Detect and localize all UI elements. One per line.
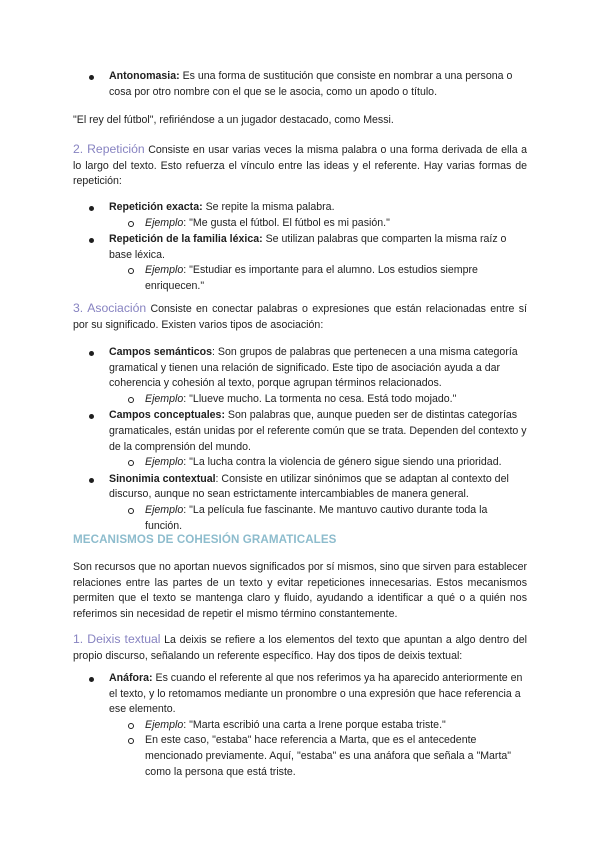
example-label: Ejemplo [145, 216, 184, 229]
sub-list-item [73, 392, 527, 408]
bullet-icon [89, 206, 94, 211]
circle-bullet-icon [128, 460, 134, 466]
sub-list [73, 263, 527, 294]
repeticion-paragraph [73, 142, 527, 190]
deixis-list [73, 671, 527, 781]
bullet-icon [89, 478, 94, 483]
item-text: Se repite la misma palabra. [202, 201, 335, 213]
sub-list [73, 455, 527, 471]
list-item [73, 200, 527, 231]
section-text: La deixis se refiere a los elementos del texto que apuntan a algo dentro del propio discurso, señalando un referente específico. Hay dos tipos de deixis textual: [73, 634, 527, 662]
bullet-icon [89, 351, 94, 356]
section-text: Consiste en conectar palabras o expresiones que están relacionadas entre sí por su significado. Existen varios tipos de asociación: [73, 303, 527, 331]
example-label: Ejemplo [145, 718, 184, 731]
circle-bullet-icon [128, 723, 134, 729]
section-text: Consiste en usar varias veces la misma palabra o una forma derivada de ella a lo largo del texto. Esto refuerza el vínculo entre las ideas y el referente. Hay varias formas de repetición: [73, 144, 527, 188]
list-item [73, 69, 527, 100]
item-text: : Son grupos de palabras que pertenecen a una misma categoría gramatical y tienen una relación de significado. Este tipo de asociación ayuda a dar coherencia y cohesión al texto, porque agrupan términos relacionados. [109, 346, 518, 390]
term: Antonomasia: [109, 70, 180, 82]
term: Sinonimia contextual [109, 472, 216, 485]
list-item [73, 232, 527, 294]
sub-list-item [73, 733, 527, 780]
sub-list-item [73, 718, 527, 734]
asociacion-list [73, 345, 527, 535]
sub-list [73, 718, 527, 780]
sub-list-item [73, 216, 527, 232]
example-text: : "Me gusta el fútbol. El fútbol es mi pasión." [183, 216, 390, 229]
asociacion-paragraph [73, 301, 527, 333]
deixis-paragraph [73, 632, 527, 664]
list-item [73, 472, 527, 534]
bullet-icon [89, 677, 94, 682]
example-text: : "Llueve mucho. La tormenta no cesa. Está todo mojado." [183, 392, 457, 405]
repeticion-list [73, 200, 527, 296]
circle-bullet-icon [128, 738, 134, 744]
bullet-icon [89, 238, 94, 243]
sub-list-item [73, 263, 527, 294]
list-item [73, 671, 527, 780]
example-text: : "Estudiar es importante para el alumno. Los estudios siempre enriquecen." [145, 264, 478, 292]
item-text: : Consiste en utilizar sinónimos que se adaptan al contexto del discurso, aunque no sean estrictamente intercambiables de manera general. [109, 472, 509, 501]
circle-bullet-icon [128, 268, 134, 274]
circle-bullet-icon [128, 508, 134, 514]
circle-bullet-icon [128, 397, 134, 403]
item-text: Se utilizan palabras que comparten la misma raíz o base léxica. [109, 233, 507, 261]
bullet-icon [89, 414, 94, 419]
antonomasia-list [73, 69, 527, 101]
sub-list-item [73, 503, 527, 534]
section-title: 3. Asociación [73, 301, 147, 315]
item-text: Son palabras que, aunque pueden ser de distintas categorías gramaticales, están unidas por el referente común que se trata. Dependen del contexto y de la comprensión del mundo. [109, 409, 527, 453]
term: Campos conceptuales: [109, 409, 225, 422]
item-text: Es cuando el referente al que nos referimos ya ha aparecido anteriormente en el texto, y lo retomamos mediante un pronombre o una expresión que hace referencia a ese elemento. [109, 672, 523, 716]
sub-list [73, 392, 527, 408]
sub-list-item [73, 455, 527, 471]
example-messi: "El rey del fútbol", refiriéndose a un jugador destacado, como Messi. [73, 114, 394, 126]
example-label: Ejemplo [145, 456, 184, 469]
mecanismos-intro: Son recursos que no aportan nuevos significados por sí mismos, sino que sirven para establecer relaciones entre las partes de un texto y evitar repeticiones innecesarias. Estos mecanismos permiten que el texto se mantenga claro y fluido, ayudando a identificar a qué o a quién nos referimos sin necesidad de repetir el mismo término constantemente. [73, 561, 528, 620]
sub-list [73, 216, 527, 232]
list-item [73, 345, 527, 407]
example-text: : "La película fue fascinante. Me mantuvo cautivo durante toda la función. [145, 503, 488, 532]
sub-list [73, 503, 527, 534]
term: Repetición de la familia léxica: [109, 233, 263, 246]
example-text: : "Marta escribió una carta a Irene porque estaba triste." [183, 718, 446, 731]
item-text: Es una forma de sustitución que consiste en nombrar a una persona o cosa por otro nombre con el que se le asocia, como un apodo o título. [109, 70, 513, 98]
section-title: 2. Repetición [73, 142, 145, 156]
explanation-text: En este caso, "estaba" hace referencia a Marta, que es el antecedente mencionado previamente. Aquí, "estaba" es una anáfora que señala a "Marta" como la persona que está triste. [145, 734, 512, 778]
circle-bullet-icon [128, 221, 134, 227]
list-item [73, 408, 527, 470]
section-title: 1. Deixis textual [73, 632, 161, 646]
term: Campos semánticos [109, 346, 213, 358]
example-text: : "La lucha contra la violencia de género sigue siendo una prioridad. [183, 456, 502, 469]
example-label: Ejemplo [145, 264, 184, 277]
example-label: Ejemplo [145, 392, 184, 405]
term: Repetición exacta: [109, 201, 203, 213]
bullet-icon [89, 75, 94, 80]
example-label: Ejemplo [145, 503, 184, 516]
section-heading: MECANISMOS DE COHESIÓN GRAMATICALES [73, 533, 337, 546]
term: Anáfora: [109, 672, 153, 684]
